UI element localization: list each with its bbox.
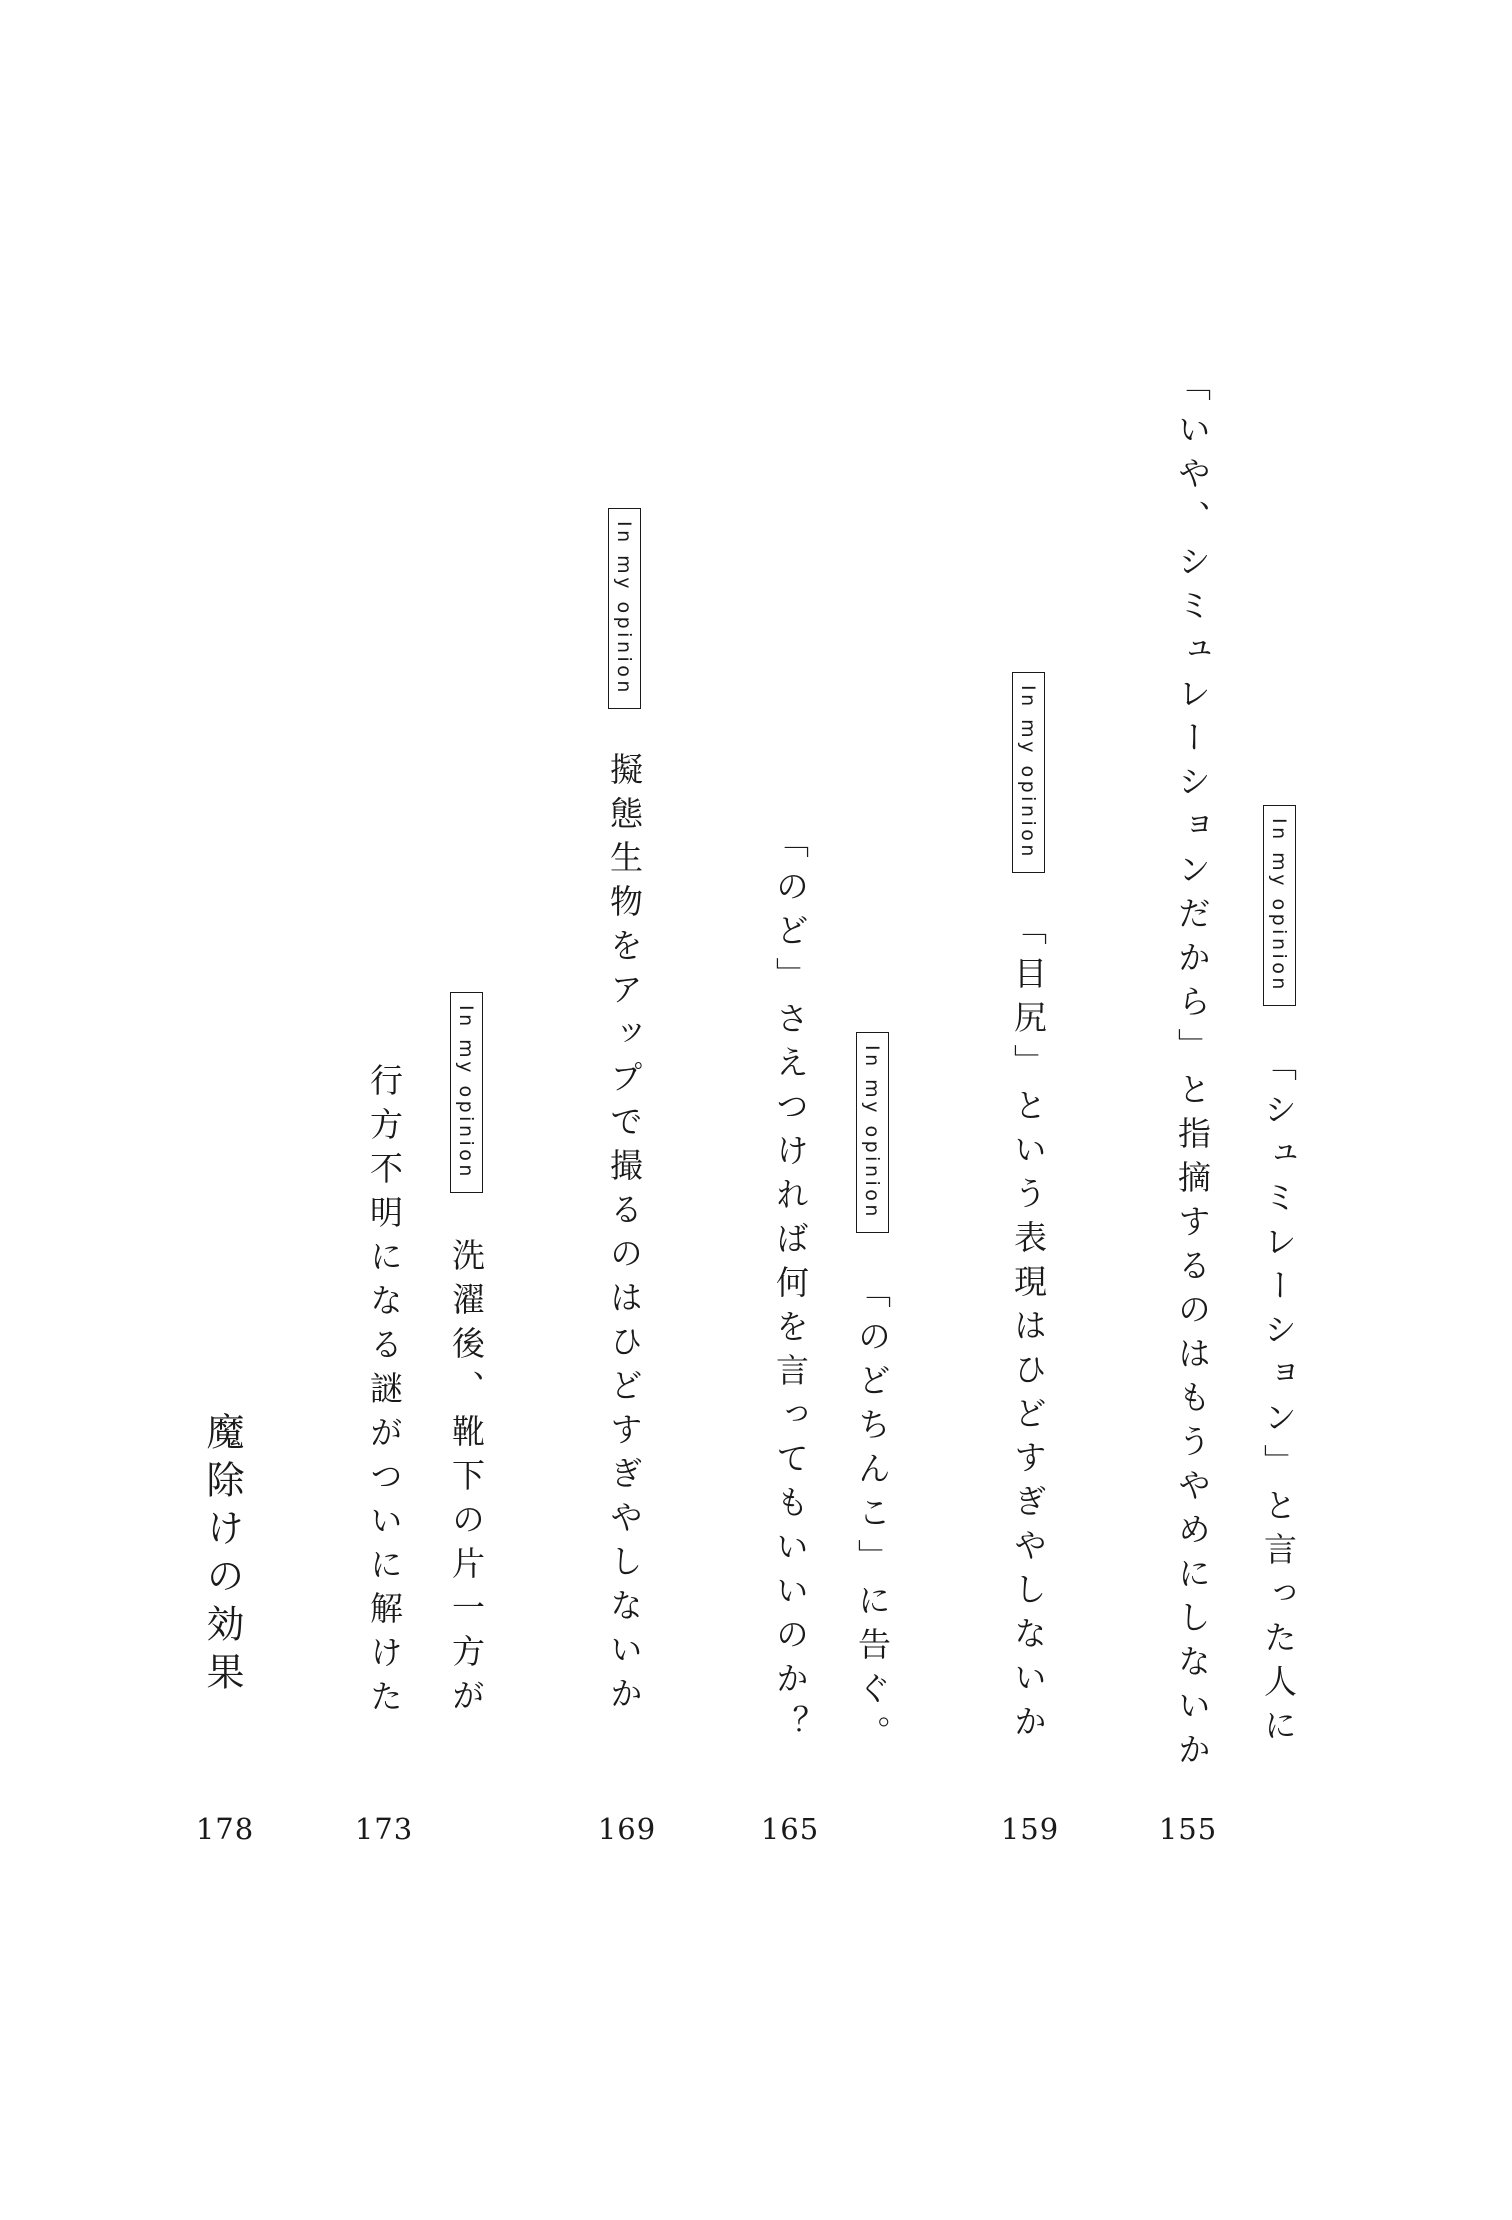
entry-173-line1: 洗濯後、靴下の片一方が	[447, 1238, 486, 1722]
entry-155-line1: 「シュミレーション」と言った人に	[1259, 1048, 1298, 1752]
page-number-173: 173	[354, 1812, 414, 1846]
page-number-165: 165	[760, 1812, 820, 1846]
page-number-155: 155	[1158, 1812, 1218, 1846]
badge-165: In my opinion	[856, 1032, 889, 1233]
badge-155: In my opinion	[1263, 805, 1296, 1006]
entry-165-line1: 「のどちんこ」に告ぐ。	[853, 1275, 892, 1759]
badge-173: In my opinion	[450, 992, 483, 1193]
page-number-169: 169	[597, 1812, 657, 1846]
entry-173-line2: 行方不明になる謎がついに解けた	[365, 1063, 404, 1723]
entry-159-line1: 「目尻」という表現はひどすぎやしないか	[1009, 912, 1048, 1748]
page-number-159: 159	[1000, 1812, 1060, 1846]
page-number-178: 178	[195, 1812, 255, 1846]
entry-178-title: 魔除けの効果	[200, 1412, 244, 1700]
entry-169-line1: 擬態生物をアップで撮るのはひどすぎやしないか	[605, 752, 644, 1720]
badge-159: In my opinion	[1012, 672, 1045, 873]
entry-155-line2: 「いや、シミュレーションだから」と指摘するのはもうやめにしないか	[1173, 368, 1212, 1776]
entry-165-line2: 「のど」さえつければ何を言ってもいいのか？	[771, 825, 810, 1749]
badge-169: In my opinion	[608, 508, 641, 709]
